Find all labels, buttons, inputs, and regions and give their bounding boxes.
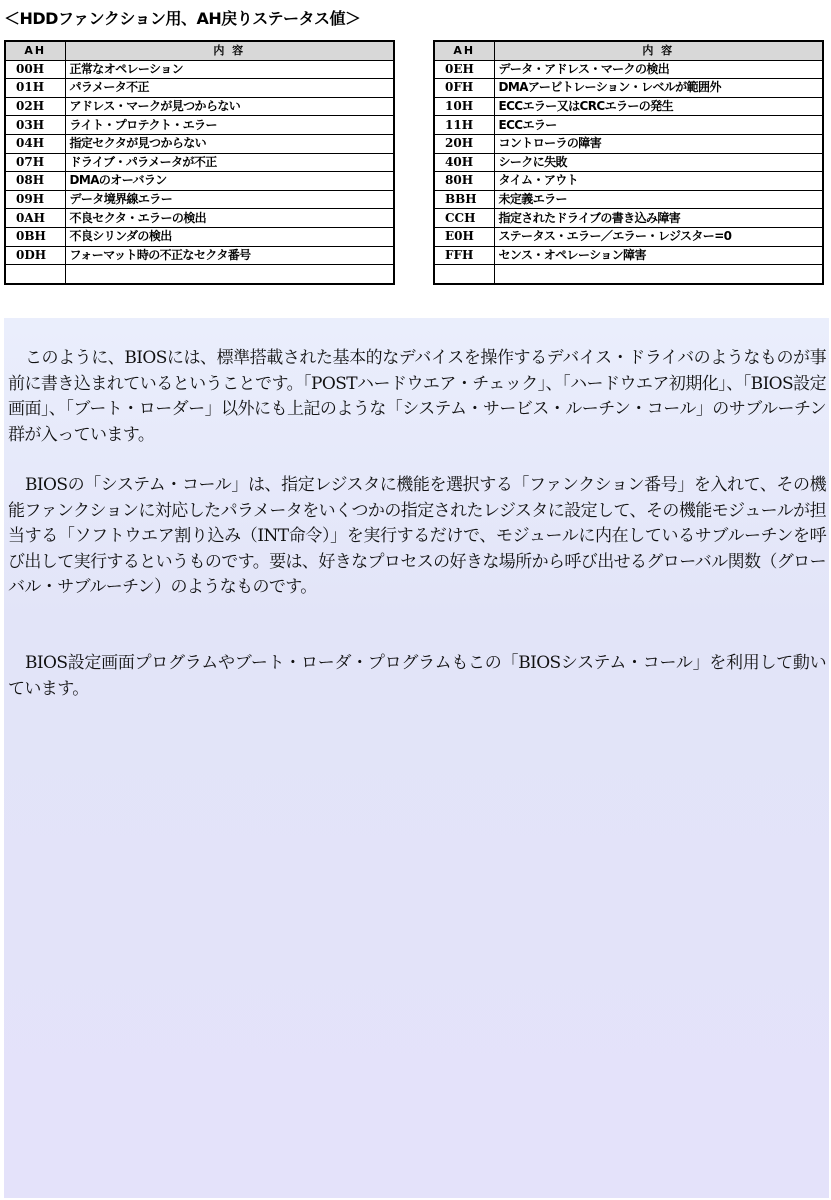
status-code-cell: 0EH [434, 60, 494, 79]
table-row [5, 60, 394, 79]
status-description-cell: データ境界線エラー [65, 190, 394, 209]
status-description-cell: DMAアービトレーション・レベルが範囲外 [494, 79, 823, 98]
status-description-cell [494, 265, 823, 284]
table-row [434, 97, 823, 116]
status-code-cell: 10H [434, 97, 494, 116]
table-row [5, 116, 394, 135]
header-contents: 内 容 [65, 41, 394, 60]
table-row [434, 134, 823, 153]
paragraph-bios-system-call-usage: BIOS設定画面プログラムやブート・ローダ・プログラムもこの「BIOSシステム・コール」を利用して動いています。 [8, 653, 826, 699]
status-table-right [433, 40, 824, 285]
status-code-cell: BBH [434, 190, 494, 209]
section-heading: ＜HDDファンクション用、AH戻りステータス値＞ [4, 9, 361, 28]
status-code-cell: 01H [5, 79, 65, 98]
status-table-left [4, 40, 395, 285]
status-code-cell: FFH [434, 246, 494, 265]
status-code-cell: 07H [5, 153, 65, 172]
header-contents: 内 容 [494, 41, 823, 60]
status-code-cell: 04H [5, 134, 65, 153]
status-code-cell [5, 265, 65, 284]
status-code-cell: 0FH [434, 79, 494, 98]
status-description-cell: タイム・アウト [494, 172, 823, 191]
table-row [5, 97, 394, 116]
status-code-cell: 09H [5, 190, 65, 209]
status-code-cell [434, 265, 494, 284]
table-row [5, 246, 394, 265]
table-row [434, 116, 823, 135]
status-code-cell: 0DH [5, 246, 65, 265]
table-row [5, 209, 394, 228]
table-row [5, 79, 394, 98]
status-description-cell: 未定義エラー [494, 190, 823, 209]
table-body-right [434, 60, 823, 284]
table-row [5, 265, 394, 284]
status-code-cell: 80H [434, 172, 494, 191]
table-row [434, 79, 823, 98]
table-row [5, 134, 394, 153]
table-row [434, 227, 823, 246]
status-code-cell: 08H [5, 172, 65, 191]
status-description-cell: シークに失敗 [494, 153, 823, 172]
status-code-cell: E0H [434, 227, 494, 246]
table-row [5, 172, 394, 191]
paragraph-system-call: BIOSの「システム・コール」は、指定レジスタに機能を選択する「ファンクション番号」を入れて、その機能ファンクションに対応したパラメータをいくつかの指定されたレジスタに設定して、その機能モジュールが担当する「ソフトウエア割り込み（INT命令）」を実行するだけで、モジュールに内在しているサブルーチンを呼び出して実行するというものです。要は、好きなプロセスの好きな場所から呼び出せるグローバル関数（グローバル・サブルーチン）のようなものです。 [8, 475, 826, 597]
status-code-cell: 0BH [5, 227, 65, 246]
status-code-cell: 02H [5, 97, 65, 116]
table-row [5, 227, 394, 246]
header-ah: AH [5, 41, 65, 60]
status-description-cell: データ・アドレス・マークの検出 [494, 60, 823, 79]
table-body-left [5, 60, 394, 284]
table-header-row [5, 41, 394, 60]
status-code-cell: 03H [5, 116, 65, 135]
table-row [5, 153, 394, 172]
status-code-cell: 40H [434, 153, 494, 172]
status-code-cell: CCH [434, 209, 494, 228]
status-table-section [0, 0, 831, 318]
status-description-cell: ステータス・エラー／エラー・レジスター=0 [494, 227, 823, 246]
header-ah: AH [434, 41, 494, 60]
table-row [434, 190, 823, 209]
table-row [434, 172, 823, 191]
status-description-cell: 不良シリンダの検出 [65, 227, 394, 246]
status-description-cell: DMAのオーバラン [65, 172, 394, 191]
status-code-cell: 0AH [5, 209, 65, 228]
table-row [434, 209, 823, 228]
table-row [434, 265, 823, 284]
explanation-panel [4, 318, 829, 1198]
status-description-cell: ドライブ・パラメータが不正 [65, 153, 394, 172]
status-description-cell: ライト・プロテクト・エラー [65, 116, 394, 135]
status-description-cell: コントローラの障害 [494, 134, 823, 153]
table-row [434, 246, 823, 265]
status-code-cell: 20H [434, 134, 494, 153]
table-row [434, 60, 823, 79]
status-description-cell: センス・オペレーション障害 [494, 246, 823, 265]
status-description-cell: ECCエラー [494, 116, 823, 135]
status-description-cell [65, 265, 394, 284]
status-description-cell: 指定セクタが見つからない [65, 134, 394, 153]
status-code-cell: 00H [5, 60, 65, 79]
status-description-cell: アドレス・マークが見つからない [65, 97, 394, 116]
status-description-cell: パラメータ不正 [65, 79, 394, 98]
status-description-cell: フォーマット時の不正なセクタ番号 [65, 246, 394, 265]
status-code-cell: 11H [434, 116, 494, 135]
status-description-cell: ECCエラー又はCRCエラーの発生 [494, 97, 823, 116]
status-description-cell: 正常なオペレーション [65, 60, 394, 79]
status-description-cell: 不良セクタ・エラーの検出 [65, 209, 394, 228]
table-header-row [434, 41, 823, 60]
paragraph-bios-device-drivers: このように、BIOSには、標準搭載された基本的なデバイスを操作するデバイス・ドライバのようなものが事前に書き込まれているということです。「POSTハードウエア・チェック」、「ハードウエア初期化」、「BIOS設定画面」、「ブート・ローダー」以外にも上記のような「システム・サービス・ルーチン・コール」のサブルーチン群が入っています。 [8, 348, 826, 445]
status-description-cell: 指定されたドライブの書き込み障害 [494, 209, 823, 228]
table-row [434, 153, 823, 172]
table-row [5, 190, 394, 209]
